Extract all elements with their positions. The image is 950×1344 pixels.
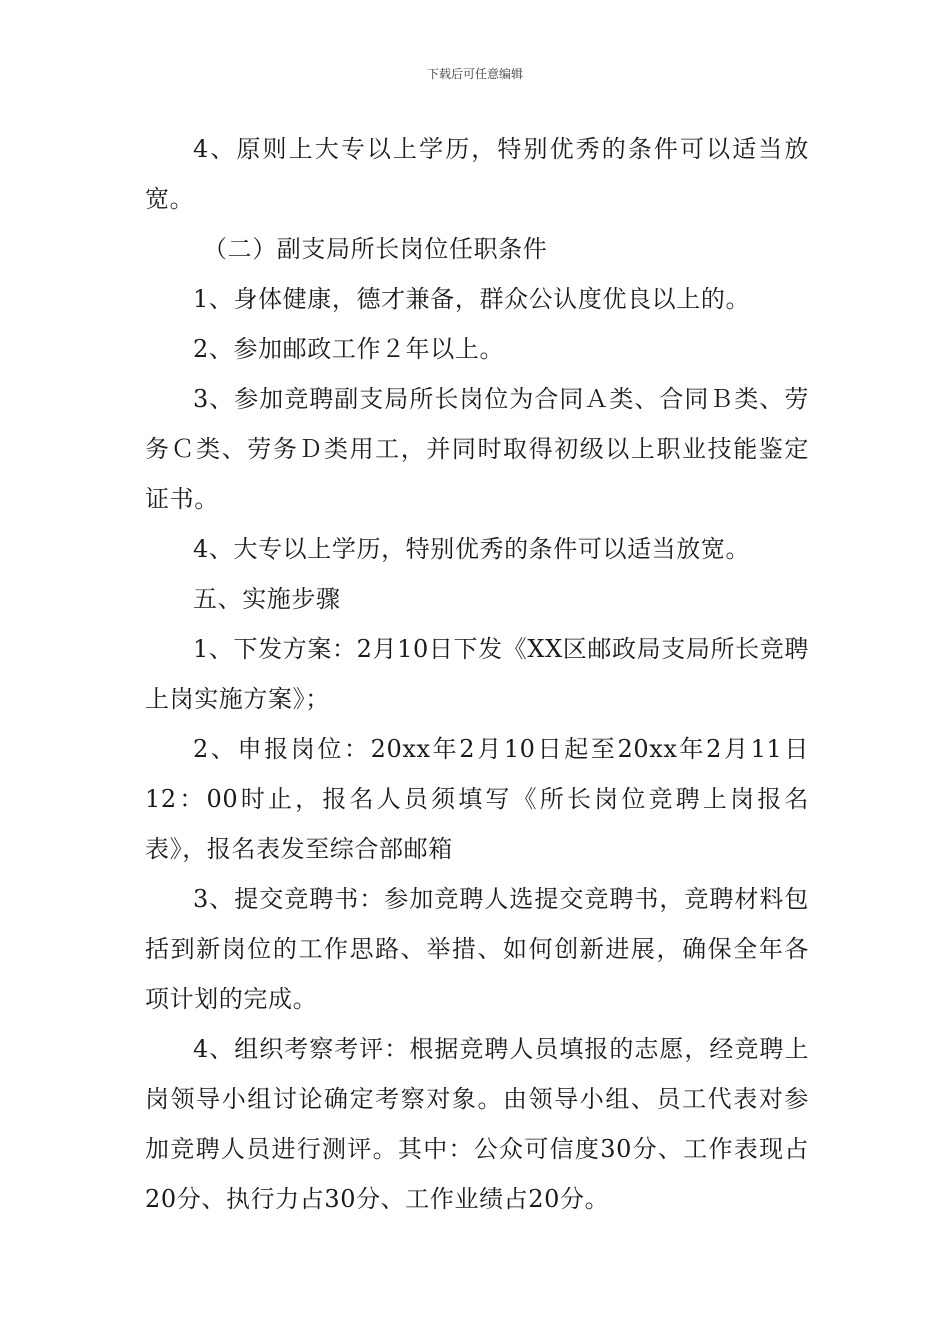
paragraph: 4、组织考察考评：根据竞聘人员填报的志愿，经竞聘上岗领导小组讨论确定考察对象。由领导小组、员工代表对参加竞聘人员进行测评。其中：公众可信度30分、工作表现占20分、执行力占30分、工作业绩占20分。 [145,1035,809,1213]
paragraph: 3、参加竞聘副支局所长岗位为合同Ａ类、合同Ｂ类、劳务Ｃ类、劳务Ｄ类用工，并同时取得初级以上职业技能鉴定证书。 [145,385,809,513]
section-subheading: （二）副支局所长岗位任职条件 [203,235,548,263]
paragraph: 3、提交竞聘书：参加竞聘人选提交竞聘书，竞聘材料包括到新岗位的工作思路、举措、如何创新进展，确保全年各项计划的完成。 [145,885,809,1013]
paragraph: 4、大专以上学历，特别优秀的条件可以适当放宽。 [193,535,751,563]
paragraph: 1、身体健康，德才兼备，群众公认度优良以上的。 [193,285,751,313]
section-heading: 五、实施步骤 [193,585,341,613]
paragraph: 2、参加邮政工作２年以上。 [193,335,505,363]
document-body [145,124,809,1224]
paragraph: 4、原则上大专以上学历，特别优秀的条件可以适当放宽。 [145,135,809,213]
paragraph: 1、下发方案：2月10日下发《XX区邮政局支局所长竞聘上岗实施方案》； [145,635,809,713]
paragraph: 2、申报岗位：20xx年2月10日起至20xx年2月11日12：00时止，报名人员须填写《所长岗位竞聘上岗报名表》，报名表发至综合部邮箱 [145,735,809,863]
page-header: 下载后可任意编辑 [426,67,523,81]
